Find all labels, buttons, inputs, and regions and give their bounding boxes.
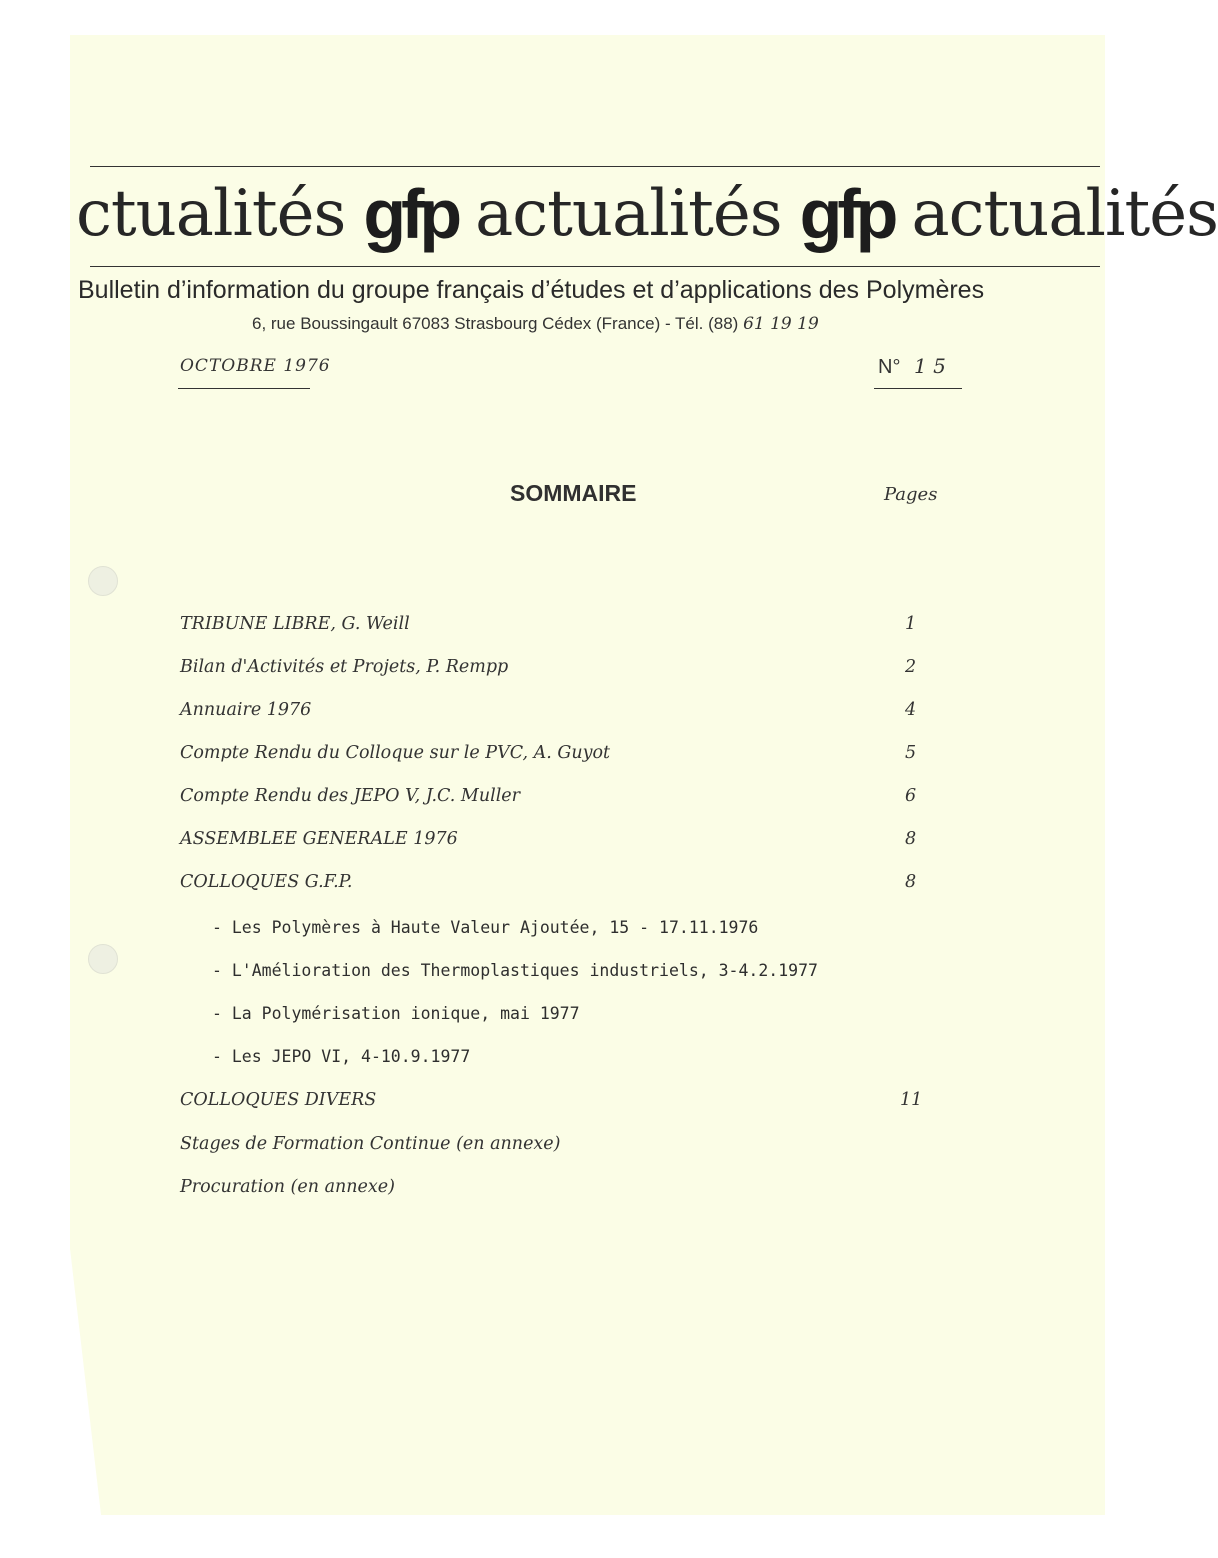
toc-sub-entry: - La Polymérisation ionique, mai 1977 bbox=[212, 1004, 580, 1023]
punch-hole bbox=[88, 944, 118, 974]
toc-page: 4 bbox=[905, 700, 917, 720]
date-underline bbox=[178, 388, 310, 389]
toc-page: 6 bbox=[905, 786, 917, 806]
issue-number bbox=[878, 354, 946, 379]
banner-word: actualités bbox=[911, 177, 1218, 251]
address-line bbox=[252, 314, 819, 334]
address-text: 6, rue Boussingault 67083 Strasbourg Cédex (France) - Tél. (88) bbox=[252, 314, 739, 333]
banner-word: actualités bbox=[475, 177, 782, 251]
toc-sub-entry: - Les JEPO VI, 4-10.9.1977 bbox=[212, 1047, 471, 1066]
phone-number: 61 19 19 bbox=[743, 314, 819, 334]
toc-entry: Compte Rendu des JEPO V, J.C. Muller bbox=[180, 786, 521, 806]
toc-entry: Procuration (en annexe) bbox=[180, 1177, 395, 1197]
summary-title: SOMMAIRE bbox=[510, 480, 637, 506]
toc-entry: COLLOQUES DIVERS bbox=[180, 1090, 377, 1110]
toc-entry: ASSEMBLEE GENERALE 1976 bbox=[180, 829, 458, 849]
toc-entry: Stages de Formation Continue (en annexe) bbox=[180, 1134, 561, 1154]
subtitle-text: Bulletin d’information du groupe français d’études et d’applications des Polymères bbox=[78, 276, 985, 304]
gfp-logo: gfp bbox=[799, 175, 894, 253]
toc-page: 1 bbox=[905, 614, 917, 634]
toc-entry: Compte Rendu du Colloque sur le PVC, A. Guyot bbox=[180, 743, 611, 763]
punch-hole bbox=[88, 566, 118, 596]
top-rule bbox=[90, 166, 1100, 167]
gfp-logo: gfp bbox=[363, 175, 458, 253]
toc-entry: Bilan d'Activités et Projets, P. Rempp bbox=[180, 657, 509, 677]
number-prefix: N° bbox=[878, 356, 901, 378]
toc-sub-entry: - Les Polymères à Haute Valeur Ajoutée, 15 - 17.11.1976 bbox=[212, 918, 759, 937]
toc-page: 2 bbox=[905, 657, 917, 677]
toc-entry: Annuaire 1976 bbox=[180, 700, 312, 720]
pages-label: Pages bbox=[884, 484, 938, 505]
toc-sub-entry: - L'Amélioration des Thermoplastiques industriels, 3-4.2.1977 bbox=[212, 961, 818, 980]
masthead-banner bbox=[76, 170, 1218, 262]
toc-page: 11 bbox=[900, 1090, 923, 1110]
toc-page: 8 bbox=[905, 829, 917, 849]
bulletin-subtitle bbox=[78, 276, 1100, 305]
banner-rule bbox=[90, 266, 1100, 267]
number-underline bbox=[874, 388, 962, 389]
issue-date: OCTOBRE 1976 bbox=[180, 356, 331, 376]
toc-page: 8 bbox=[905, 872, 917, 892]
number-value: 1 5 bbox=[914, 354, 946, 378]
toc-entry: TRIBUNE LIBRE, G. Weill bbox=[180, 614, 410, 634]
toc-page: 5 bbox=[905, 743, 917, 763]
banner-word: ctualités bbox=[76, 177, 346, 251]
toc-entry: COLLOQUES G.F.P. bbox=[180, 872, 353, 892]
